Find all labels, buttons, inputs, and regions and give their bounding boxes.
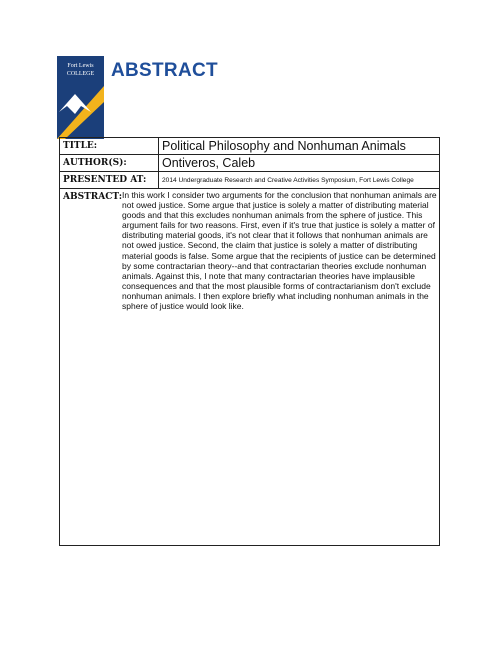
logo-text-line1: Fort Lewis	[67, 63, 94, 69]
logo-text-line2: COLLEGE	[66, 71, 95, 77]
presented-label: PRESENTED AT:	[60, 172, 159, 188]
fort-lewis-college-logo	[57, 56, 104, 139]
presented-row	[60, 172, 439, 189]
title-label: TITLE:	[60, 138, 159, 154]
title-row	[60, 138, 439, 155]
abstract-text: In this work I consider two arguments for the conclusion that nonhuman animals are not owed justice. Some argue that justice is solely a matter of distributing material goods and that this excludes nonhuman animals from the sphere of justice. This argument fails for two reasons. First, even if it's true that justice is solely a matter of distributing material goods, it's not clear that it follows that nonhuman animals are not owed justice. Second, the claim that justice is solely a matter of distributing material goods is false. Some argue that the recipients of justice can be determined by some contractarian theory--and that contractarian theories exclude nonhuman animals. Against this, I note that many contractarian theories have implausible consequences and that the most plausible forms of contractarianism don't exclude nonhuman animals. I then explore briefly what including nonhuman animals in the sphere of justice would look like.	[122, 190, 437, 312]
presented-value: 2014 Undergraduate Research and Creative Activities Symposium, Fort Lewis College	[162, 176, 414, 184]
title-value: Political Philosophy and Nonhuman Animals	[162, 139, 406, 153]
page-title: ABSTRACT	[111, 60, 218, 81]
abstract-label: ABSTRACT:	[63, 192, 123, 202]
author-row	[60, 155, 439, 172]
author-value: Ontiveros, Caleb	[162, 156, 256, 170]
author-label: AUTHOR(S):	[60, 155, 159, 171]
abstract-form	[59, 137, 440, 546]
